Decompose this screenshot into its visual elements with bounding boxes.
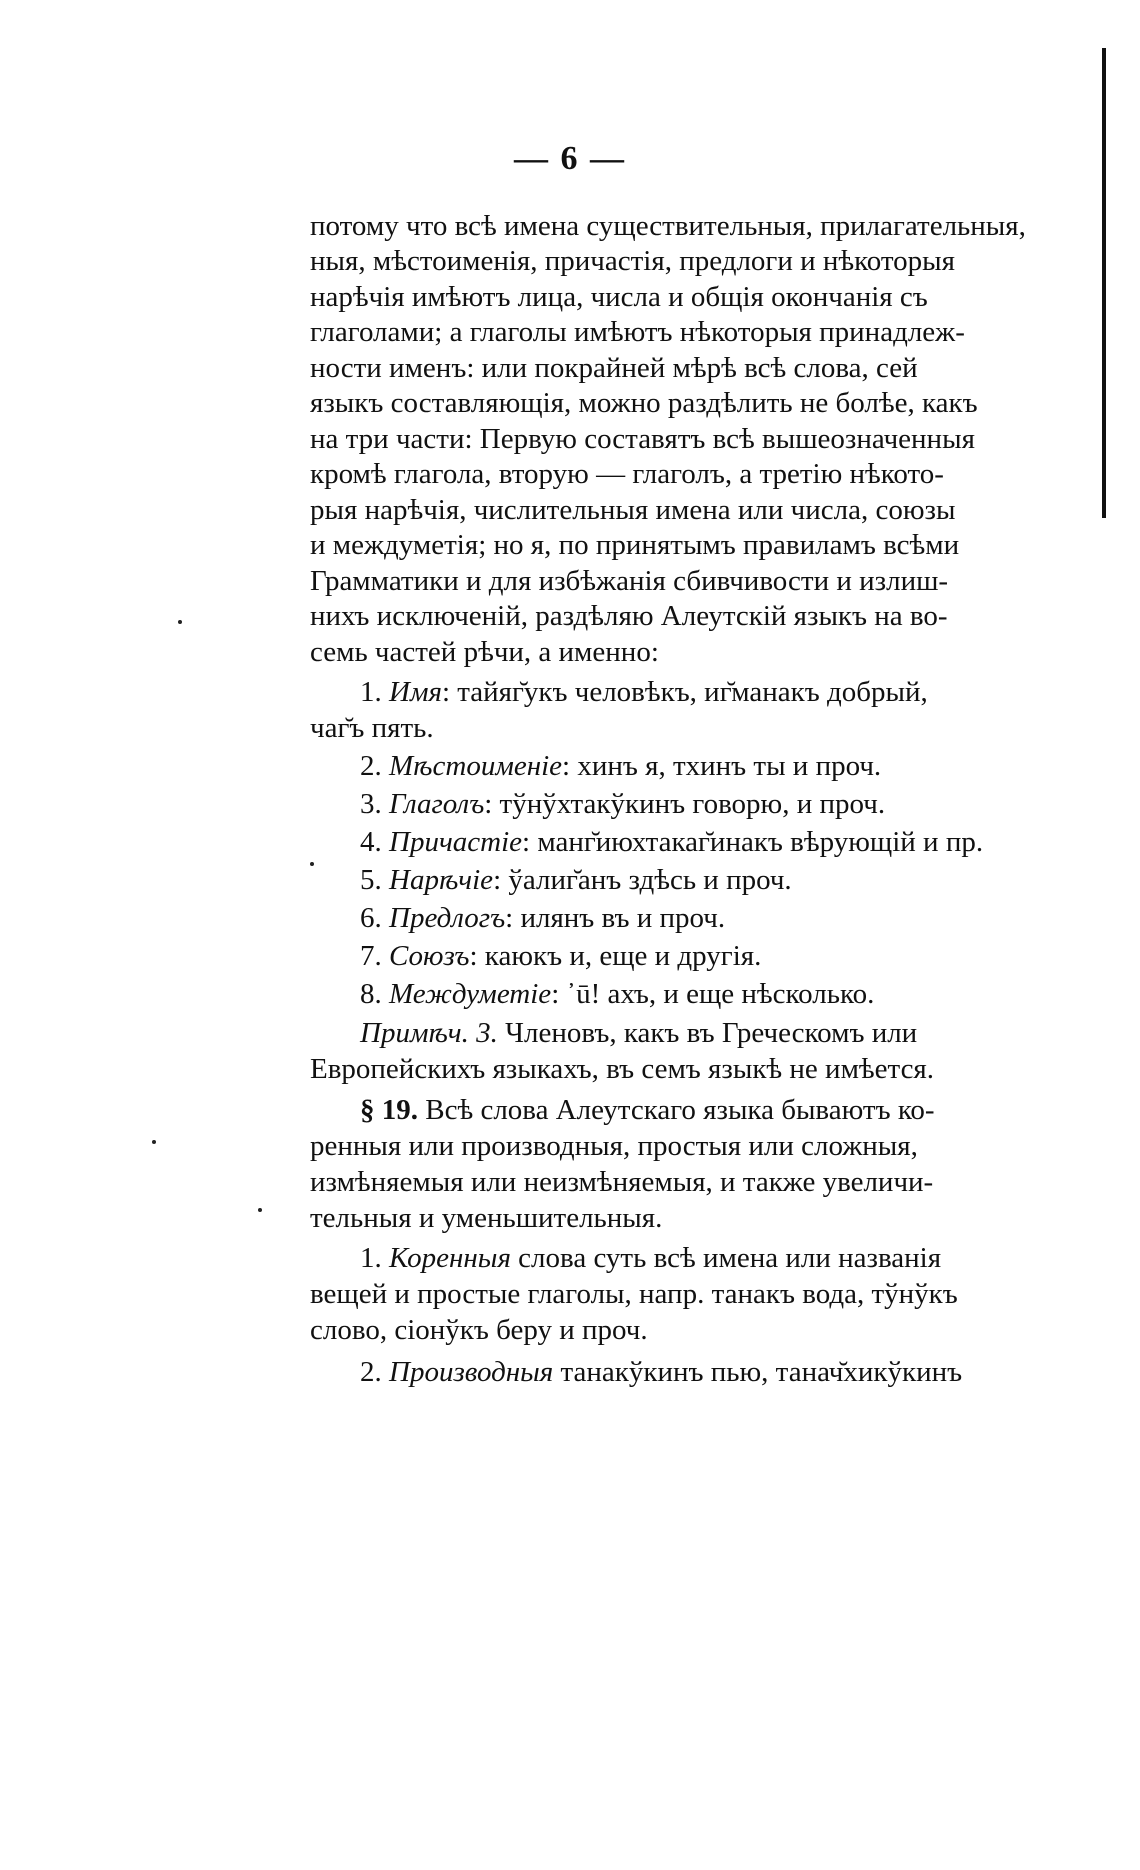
paragraph-line: на три части: Первую составятъ всѣ вышеозначенныя	[310, 423, 975, 455]
list-item	[360, 976, 874, 1012]
paragraph-line: нарѣчія имѣютъ лица, числа и общія окончанія съ	[310, 281, 928, 313]
scan-speck	[178, 620, 182, 624]
list-item-term: Имя	[389, 676, 442, 708]
rule-item	[360, 1240, 941, 1276]
section-19-heading-line	[360, 1092, 935, 1128]
list-item-term: Глаголъ	[389, 788, 485, 820]
list-item-number: 3.	[360, 788, 382, 820]
list-item-text: : илянъ въ и проч.	[505, 902, 726, 934]
list-item-text: : хинъ я, тхинъ ты и проч.	[562, 750, 882, 782]
list-item-term: Причастіе	[389, 826, 523, 858]
rule-number: 2.	[360, 1356, 382, 1388]
list-item-number: 6.	[360, 902, 382, 934]
scan-speck	[310, 862, 314, 866]
note	[360, 1015, 917, 1051]
list-item	[360, 674, 928, 710]
paragraph-line: потому что всѣ имена существительныя, прилагательныя,	[310, 210, 1026, 242]
rule-text: танакўкинъ пью, танач̆хикўкинъ	[553, 1356, 963, 1388]
rule-number: 1.	[360, 1242, 382, 1274]
paragraph-line: вещей и простые глаголы, напр. танакъ вода, тўнўкъ	[310, 1278, 958, 1310]
list-item-text: : ўалиг̆анъ здѣсь и проч.	[493, 864, 792, 896]
list-item-text: : тайяг̆укъ человѣкъ, иг̆манакъ добрый,	[441, 676, 928, 708]
section-text: Всѣ слова Алеутскаго языка бываютъ ко-	[418, 1094, 935, 1126]
paragraph-line: Грамматики и для избѣжанія сбивчивости и излиш-	[310, 565, 949, 597]
paragraph-line: ныя, мѣстоименія, причастія, предлоги и нѣкоторыя	[310, 245, 955, 277]
paragraph-line: ренныя или производныя, простыя или сложныя,	[310, 1130, 918, 1162]
paragraph-line: слово, сіонўкъ беру и проч.	[310, 1314, 648, 1346]
list-item	[360, 748, 881, 784]
list-item-text: : ᾿ū! ахъ, и еще нѣсколько.	[551, 978, 875, 1010]
paragraph-line: языкъ составляющія, можно раздѣлить не болѣе, какъ	[310, 387, 978, 419]
list-item	[360, 786, 885, 822]
list-item-term: Предлогъ	[389, 902, 506, 934]
note-text: Членовъ, какъ въ Греческомъ или	[497, 1017, 918, 1049]
list-item-text: : каюкъ и, еще и другія.	[469, 940, 762, 972]
list-item-text: : тўнўхтакўкинъ говорю, и проч.	[484, 788, 886, 820]
list-item-term: Союзъ	[389, 940, 470, 972]
section-sign: § 19.	[360, 1094, 418, 1126]
list-item-number: 1.	[360, 676, 382, 708]
list-item-continuation: чаг̆ъ пять.	[310, 712, 434, 744]
page-number: — 6 —	[514, 140, 626, 177]
scan-speck	[258, 1208, 262, 1212]
list-item-term: Междуметіе	[389, 978, 552, 1010]
paragraph-line: ности именъ: или покрайней мѣрѣ всѣ слова, сей	[310, 352, 918, 384]
paragraph-line: нихъ исключеній, раздѣляю Алеутскій языкъ на во-	[310, 600, 948, 632]
list-item-number: 4.	[360, 826, 382, 858]
paragraph-line: семь частей рѣчи, а именно:	[310, 636, 659, 668]
paragraph-line: глаголами; а глаголы имѣютъ нѣкоторыя принадлеж-	[310, 316, 965, 348]
list-item-number: 5.	[360, 864, 382, 896]
rule-term: Коренныя	[389, 1242, 511, 1274]
paragraph-line: рыя нарѣчія, числительныя имена или числа, союзы	[310, 494, 956, 526]
rule-item	[360, 1354, 962, 1390]
list-item-number: 2.	[360, 750, 382, 782]
rule-text: слова суть всѣ имена или названія	[510, 1242, 942, 1274]
list-item-number: 8.	[360, 978, 382, 1010]
paragraph-line: кромѣ глагола, вторую — глаголъ, а третію нѣкото-	[310, 458, 944, 490]
note-continuation: Европейскихъ языкахъ, въ семъ языкѣ не имѣется.	[310, 1053, 935, 1085]
note-label: Примѣч. 3.	[360, 1017, 498, 1049]
list-item	[360, 824, 983, 860]
list-item	[360, 862, 792, 898]
list-item-term: Нарѣчіе	[389, 864, 494, 896]
scan-speck	[152, 1140, 156, 1144]
list-item	[360, 900, 725, 936]
list-item-number: 7.	[360, 940, 382, 972]
paragraph-line: и междуметія; но я, по принятымъ правиламъ всѣми	[310, 529, 960, 561]
list-item-term: Мѣстоименіе	[389, 750, 563, 782]
paragraph-line: измѣняемыя или неизмѣняемыя, и также увеличи-	[310, 1166, 934, 1198]
list-item	[360, 938, 761, 974]
list-item-text: : манг̆июхтакаг̆инакъ вѣрующій и пр.	[522, 826, 984, 858]
rule-term: Производныя	[389, 1356, 554, 1388]
page-edge-rule	[1102, 48, 1106, 518]
paragraph-line: тельныя и уменьшительныя.	[310, 1202, 663, 1234]
